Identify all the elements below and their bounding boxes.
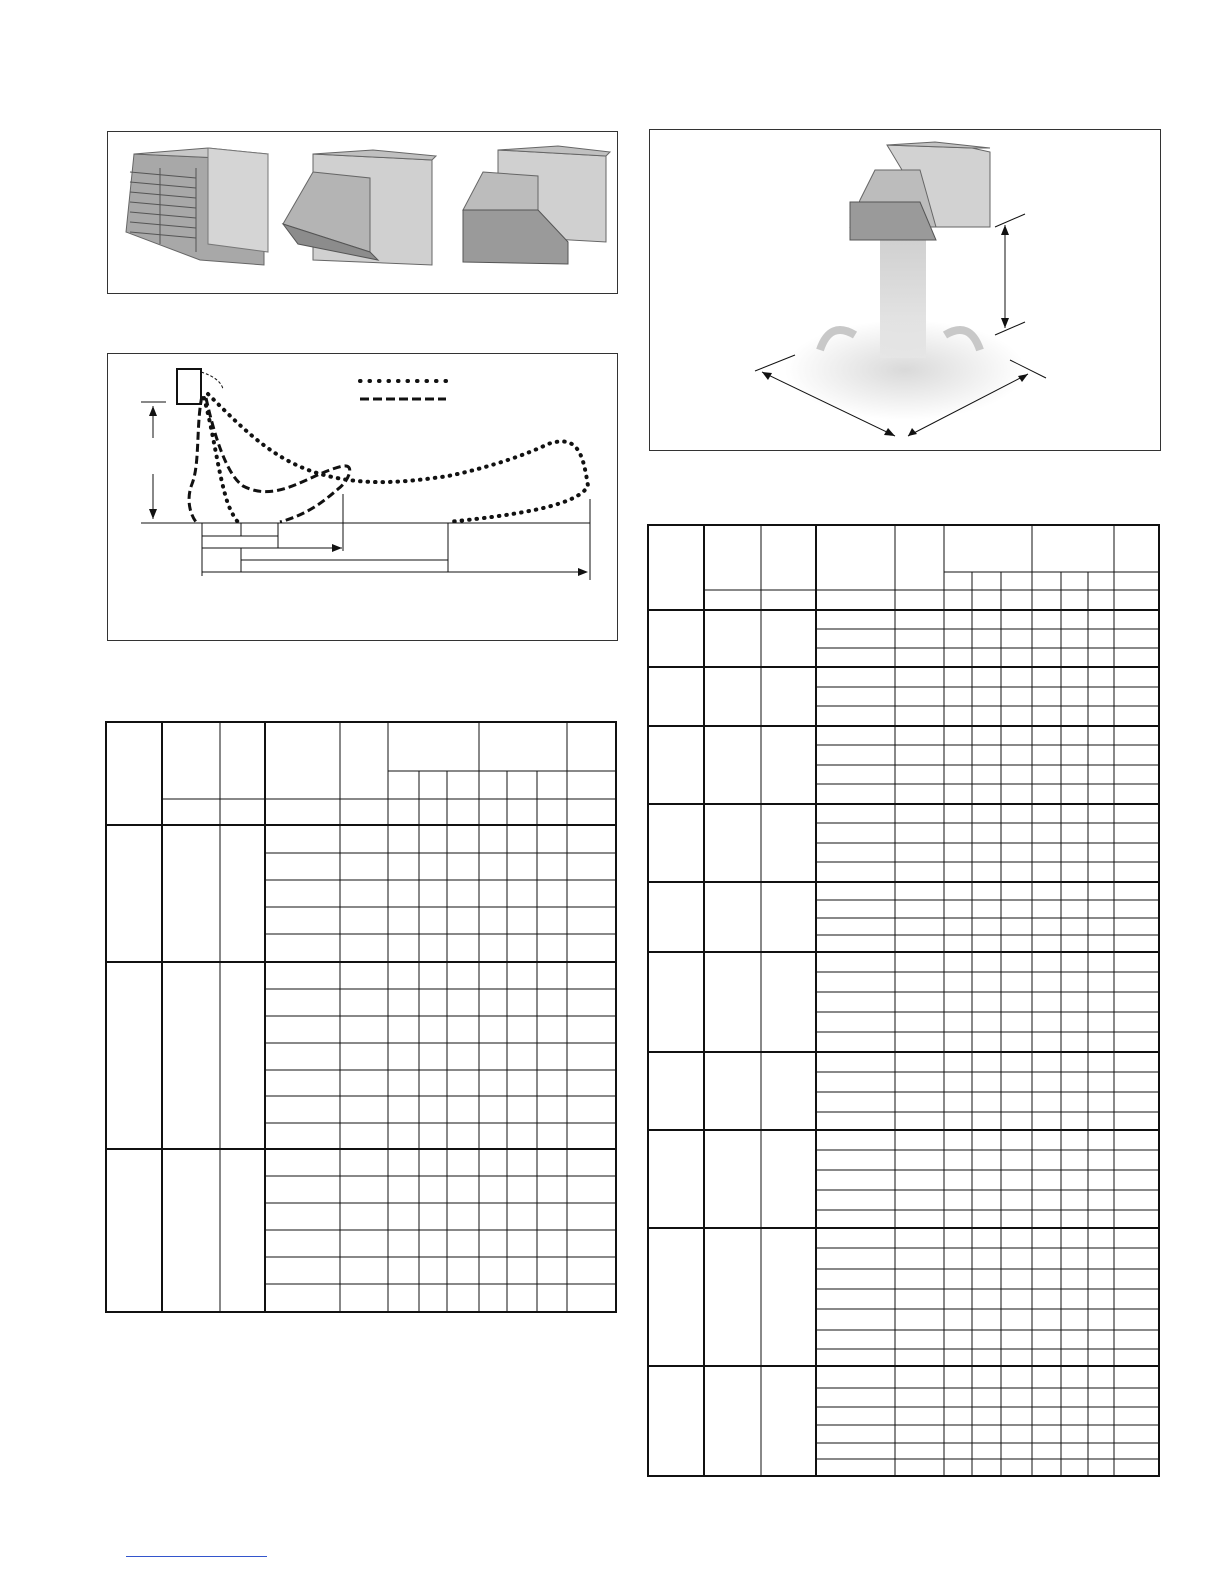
air-throw-diagram-icon [108, 354, 619, 642]
boxed-hood-icon [463, 146, 610, 264]
right-data-table [647, 524, 1160, 1477]
hood-styles-figure [107, 131, 618, 294]
right-table-grid [649, 526, 1158, 1475]
downward-discharge-icon [650, 130, 1162, 452]
hood-styles-illustration [108, 132, 619, 295]
angled-hood-icon [283, 150, 436, 265]
downward-discharge-figure [649, 129, 1161, 451]
left-table-grid [107, 723, 615, 1311]
throw-pattern-figure [107, 353, 618, 641]
footer-rule [126, 1556, 267, 1557]
louvered-hood-icon [126, 148, 268, 265]
left-data-table [105, 721, 617, 1313]
